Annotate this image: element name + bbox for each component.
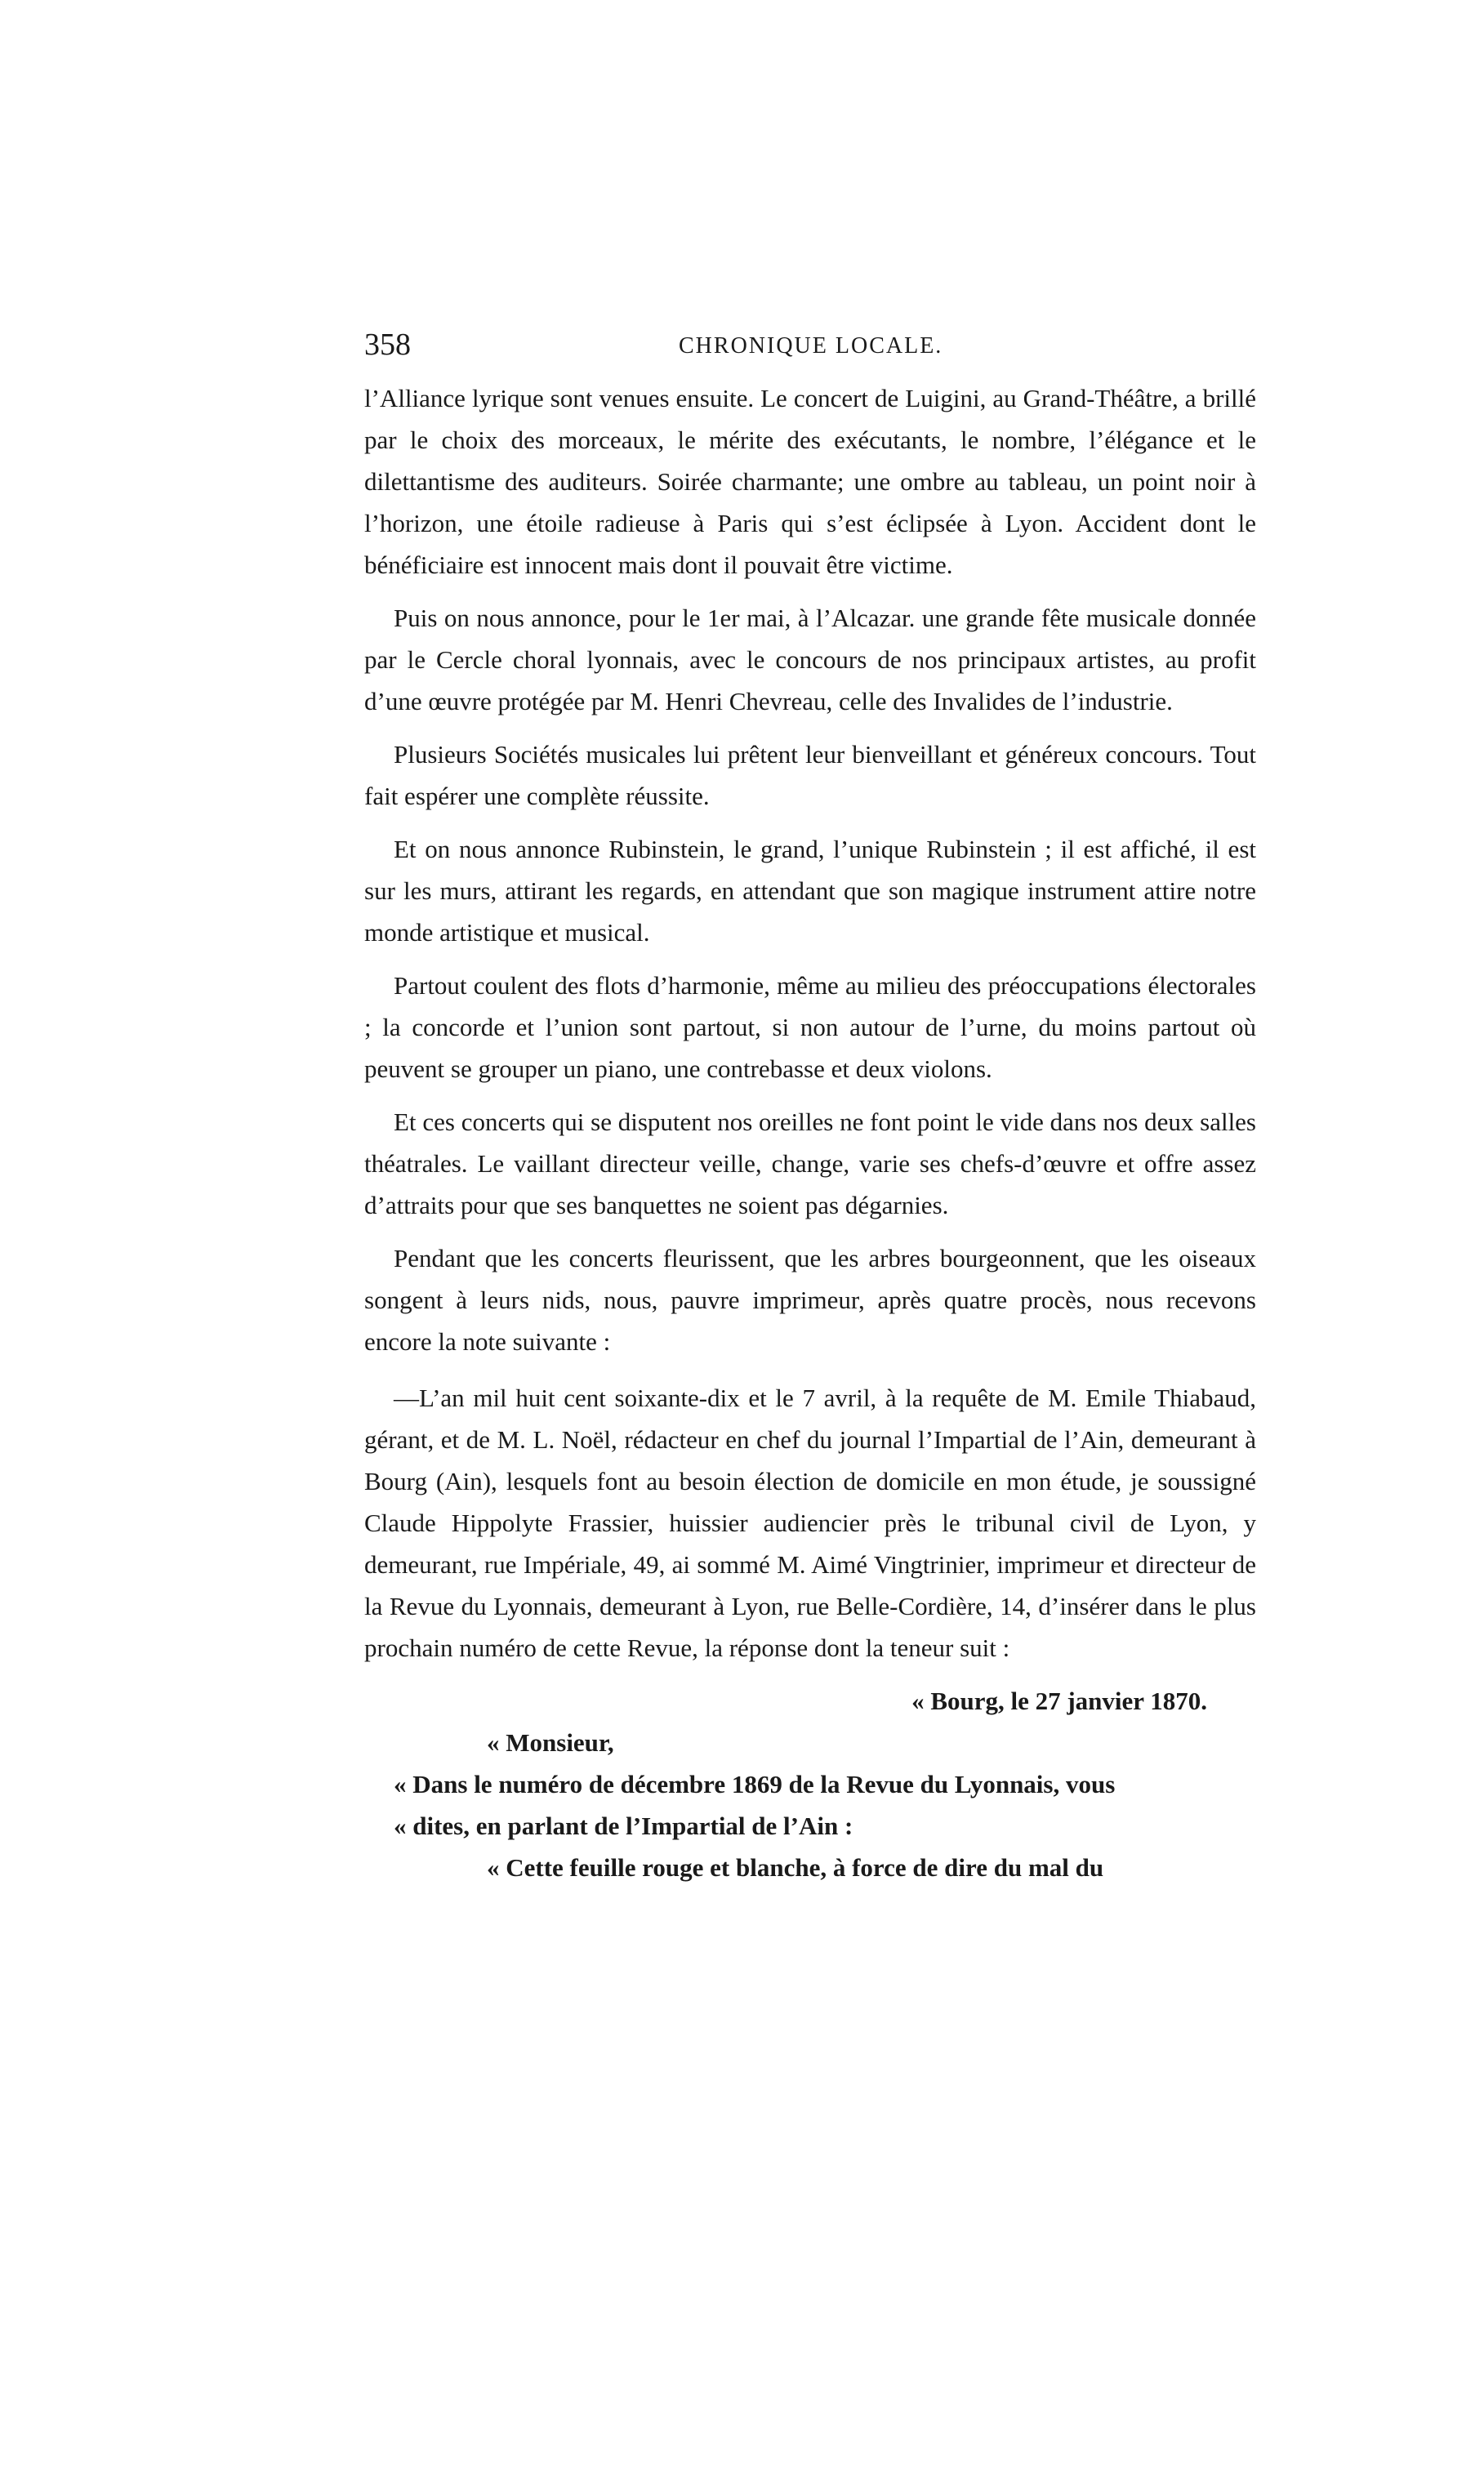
paragraph-6: Et ces concerts qui se disputent nos oreilles ne font point le vide dans nos deux salles théatrales. Le vaillant directeur veille, change, varie ses chefs-d’œuvre et offre assez d’attraits pour que ses banquettes ne soient pas dégarnies. bbox=[364, 1108, 1256, 1219]
body-text bbox=[364, 377, 1256, 1888]
paragraph-2: Puis on nous annonce, pour le 1er mai, à l’Alcazar. une grande fête musicale donnée par le Cercle choral lyonnais, avec le concours de nos principaux artistes, au profit d’une œuvre protégée par M. Henri Chevreau, celle des Invalides de l’industrie. bbox=[364, 604, 1256, 715]
running-head: CHRONIQUE LOCALE. bbox=[679, 333, 943, 359]
letter-salutation: « Monsieur, bbox=[487, 1728, 614, 1757]
paragraph-4: Et on nous annonce Rubinstein, le grand, l’unique Rubinstein ; il est affiché, il est sur les murs, attirant les regards, en attendant que son magique instrument attire notre monde artistique et musical. bbox=[364, 835, 1256, 947]
paragraph-7: Pendant que les concerts fleurissent, que les arbres bourgeonnent, que les oiseaux songent à leurs nids, nous, pauvre imprimeur, après quatre procès, nous recevons encore la note suivante : bbox=[364, 1244, 1256, 1356]
paragraph-1: l’Alliance lyrique sont venues ensuite. Le concert de Luigini, au Grand-Théâtre, a brillé par le choix des morceaux, le mérite des exécutants, le nombre, l’élégance et le dilettantisme des auditeurs. Soirée charmante; une ombre au tableau, un point noir à l’horizon, une étoile radieuse à Paris qui s’est éclipsée à Lyon. Accident dont le bénéficiaire est innocent mais dont il pouvait être victime. bbox=[364, 384, 1256, 579]
legal-notice-paragraph: —L’an mil huit cent soixante-dix et le 7 avril, à la requête de M. Emile Thiabaud, gérant, et de M. L. Noël, rédacteur en chef du journal l’Impartial de l’Ain, demeurant à Bourg (Ain), lesquels font au besoin élection de domicile en mon étude, je soussigné Claude Hippolyte Frassier, huissier audiencier près le tribunal civil de Lyon, y demeurant, rue Impériale, 49, ai sommé M. Aimé Vingtrinier, imprimeur et directeur de la Revue du Lyonnais, demeurant à Lyon, rue Belle-Cordière, 14, d’insérer dans le plus prochain numéro de cette Revue, la réponse dont la teneur suit : bbox=[364, 1384, 1256, 1662]
paragraph-5: Partout coulent des flots d’harmonie, même au milieu des préoccupations électorales ; la concorde et l’union sont partout, si non autour de l’urne, du moins partout où peuvent se grouper un piano, une contrebasse et deux violons. bbox=[364, 971, 1256, 1083]
page-header bbox=[364, 327, 1263, 372]
letter-line-1: « Dans le numéro de décembre 1869 de la Revue du Lyonnais, vous bbox=[394, 1770, 1116, 1798]
page-number: 358 bbox=[364, 328, 411, 362]
paragraph-3: Plusieurs Sociétés musicales lui prêtent leur bienveillant et généreux concours. Tout fait espérer une complète réussite. bbox=[364, 740, 1256, 810]
letter-line-2: « dites, en parlant de l’Impartial de l’Ain : bbox=[394, 1812, 853, 1840]
letter-date-line: « Bourg, le 27 janvier 1870. bbox=[911, 1687, 1207, 1715]
letter-line-3: « Cette feuille rouge et blanche, à force de dire du mal du bbox=[487, 1853, 1104, 1882]
